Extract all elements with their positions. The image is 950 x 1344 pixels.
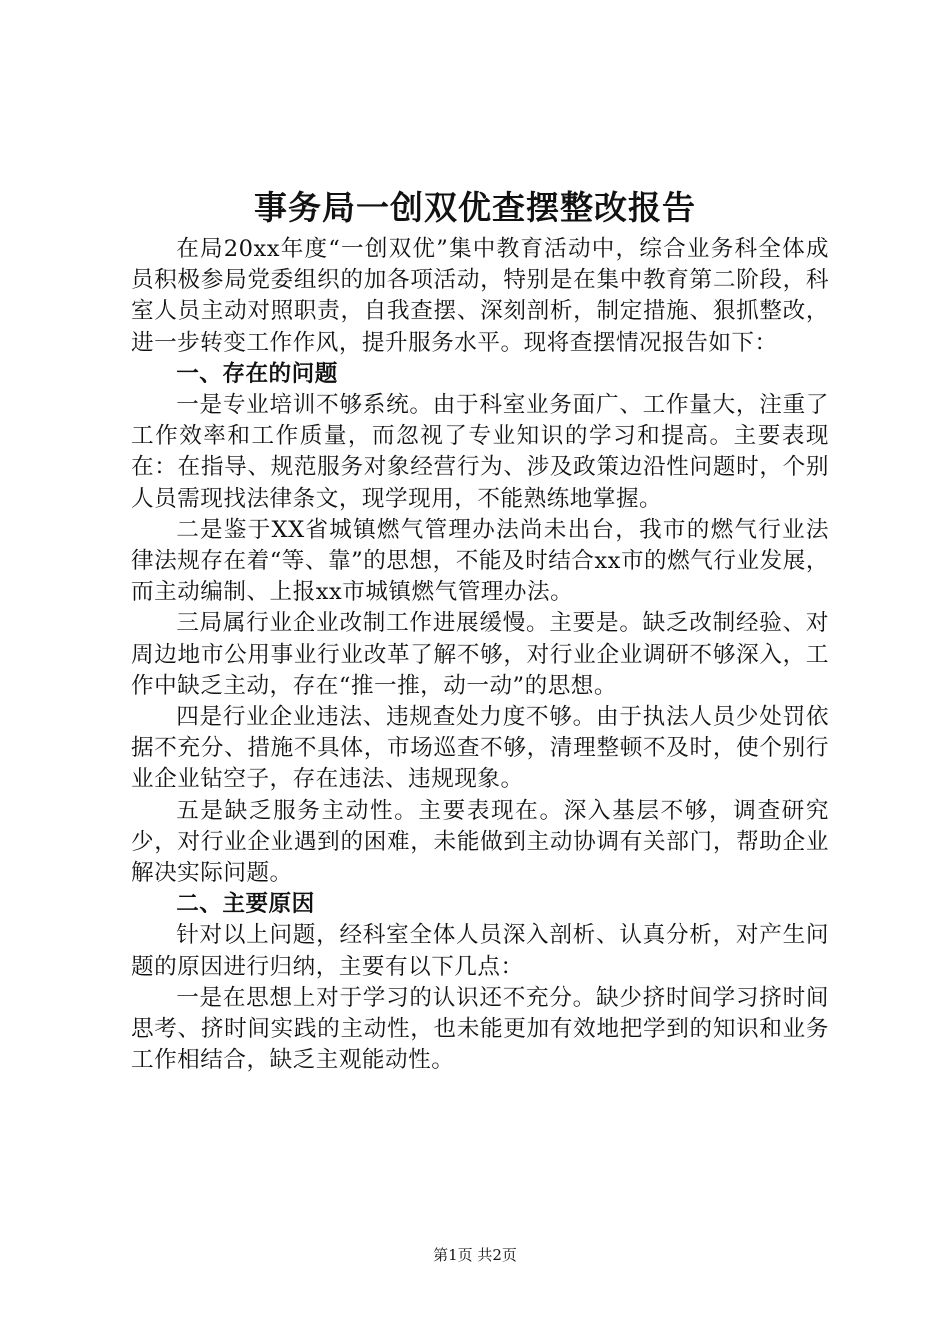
paragraph-problem-5: 五是缺乏服务主动性。主要表现在。深入基层不够，调查研究少，对行业企业遇到的困难，未能做到主动协调有关部门，帮助企业解决实际问题。 bbox=[131, 797, 829, 887]
section-heading-causes: 二、主要原因 bbox=[176, 891, 315, 918]
intro-paragraph: 在局20xx年度“一创双优”集中教育活动中，综合业务科全体成员积极参局党委组织的加各项活动，特别是在集中教育第二阶段，科室人员主动对照职责，自我查摆、深刻剖析，制定措施、狠抓整改，进一步转变工作作风，提升服务水平。现将查摆情况报告如下： bbox=[131, 236, 829, 356]
paragraph-cause-intro: 针对以上问题，经科室全体人员深入剖析、认真分析，对产生问题的原因进行归纳，主要有以下几点： bbox=[131, 922, 829, 980]
paragraph-cause-1: 一是在思想上对于学习的认识还不充分。缺少挤时间学习挤时间思考、挤时间实践的主动性，也未能更加有效地把学到的知识和业务工作相结合，缺乏主观能动性。 bbox=[131, 984, 829, 1074]
section-heading-problems: 一、存在的问题 bbox=[176, 360, 338, 387]
paragraph-problem-3: 三局属行业企业改制工作进展缓慢。主要是。缺乏改制经验、对周边地市公用事业行业改革了解不够，对行业企业调研不够深入，工作中缺乏主动，存在“推一推，动一动”的思想。 bbox=[131, 610, 829, 699]
document-title: 事务局一创双优查摆整改报告 bbox=[254, 188, 696, 227]
paragraph-problem-1: 一是专业培训不够系统。由于科室业务面广、工作量大，注重了工作效率和工作质量，而忽视了专业知识的学习和提高。主要表现在：在指导、规范服务对象经营行为、涉及政策边沿性问题时，个别人员需现找法律条文，现学现用，不能熟练地掌握。 bbox=[131, 392, 829, 512]
document-body bbox=[131, 234, 829, 1076]
paragraph-problem-4: 四是行业企业违法、违规查处力度不够。由于执法人员少处罚依据不充分、措施不具体，市场巡查不够，清理整顿不及时，使个别行业企业钻空子，存在违法、违规现象。 bbox=[131, 704, 829, 793]
paragraph-problem-2: 二是鉴于XX省城镇燃气管理办法尚未出台，我市的燃气行业法律法规存在着“等、靠”的思想，不能及时结合xx市的燃气行业发展，而主动编制、上报xx市城镇燃气管理办法。 bbox=[131, 516, 829, 606]
page-footer: 第1页 共2页 bbox=[433, 1246, 517, 1264]
